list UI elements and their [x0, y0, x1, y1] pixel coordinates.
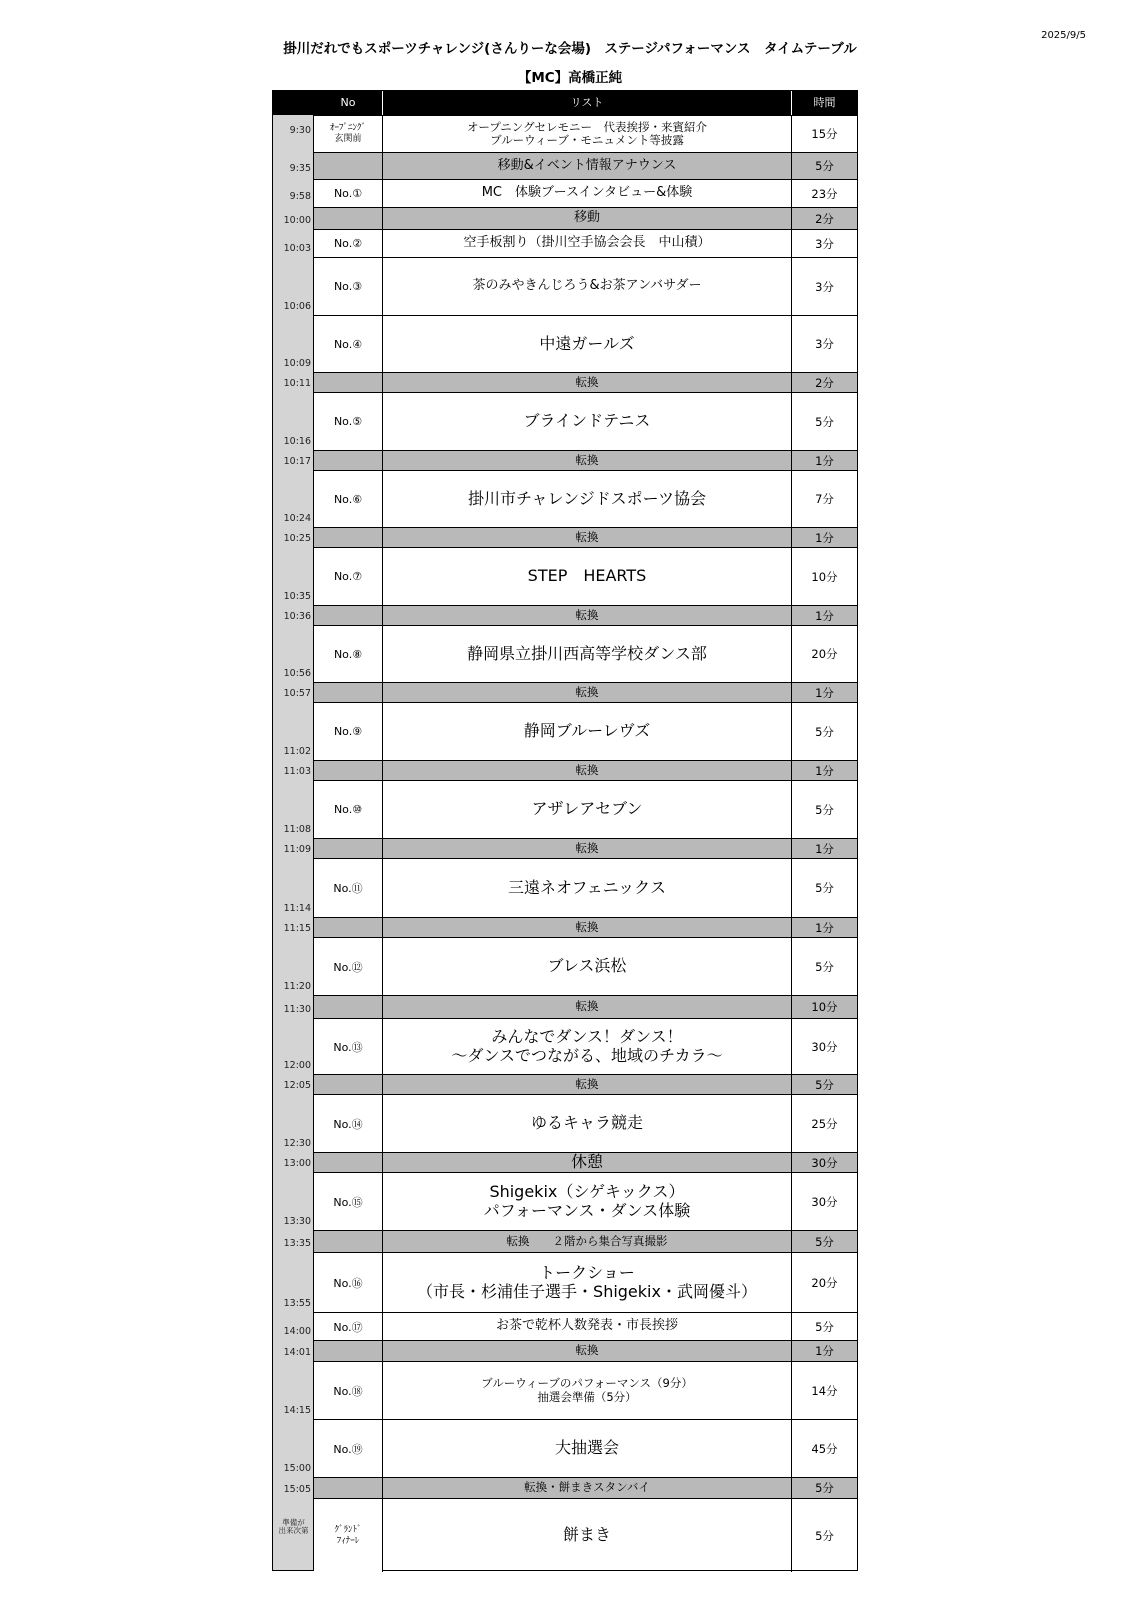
- row-program: お茶で乾杯人数発表・市長挨拶: [383, 1313, 792, 1340]
- table-header: [273, 91, 857, 115]
- row-duration: 5分: [815, 959, 834, 974]
- row-no: [314, 996, 383, 1018]
- time-label: 10:17: [283, 456, 311, 467]
- row-program: 空手板割り（掛川空手協会会長 中山積）: [383, 230, 792, 257]
- row-no: [314, 1231, 383, 1252]
- time-label: 9:30: [289, 125, 311, 136]
- table-row: [314, 1094, 857, 1152]
- time-label: 11:08: [283, 824, 311, 835]
- table-row: [314, 838, 857, 858]
- row-duration: 5分: [815, 1528, 834, 1543]
- mc-name: 【MC】高橋正純: [517, 70, 623, 86]
- time-label: 14:01: [283, 1347, 311, 1358]
- time-label: 10:57: [283, 688, 311, 699]
- time-label: 10:35: [283, 591, 311, 602]
- time-label: 9:35: [289, 163, 311, 174]
- table-row: [314, 547, 857, 605]
- table-row: [314, 1018, 857, 1074]
- row-no: [314, 373, 383, 392]
- row-no: No.②: [314, 230, 383, 257]
- row-program: オープニングセレモニー 代表挨拶・来賓紹介 ブルーウィーブ・モニュメント等披露: [383, 116, 792, 152]
- row-no: No.⑮: [314, 1173, 383, 1230]
- row-no: No.⑩: [314, 781, 383, 838]
- time-label: 11:09: [283, 844, 311, 855]
- row-no: No.④: [314, 316, 383, 372]
- row-no: [314, 153, 383, 179]
- row-program: 休憩: [383, 1153, 792, 1172]
- time-label: 15:05: [283, 1484, 311, 1495]
- row-program: 転換 ２階から集合写真撮影: [383, 1231, 792, 1252]
- table-row: [314, 1152, 857, 1172]
- table-row: [314, 702, 857, 760]
- row-no: [314, 761, 383, 780]
- time-label: 10:09: [283, 358, 311, 369]
- row-no: No.⑰: [314, 1313, 383, 1340]
- row-no: No.⑱: [314, 1362, 383, 1419]
- row-program: 中遠ガールズ: [383, 316, 792, 372]
- row-no: [314, 451, 383, 470]
- row-duration: 20分: [811, 1275, 838, 1290]
- row-program: 転換・餅まきスタンバイ: [383, 1478, 792, 1498]
- row-program: ブルーウィーブのパフォーマンス（9分） 抽選会準備（5分）: [383, 1362, 792, 1419]
- row-duration: 45分: [811, 1441, 838, 1456]
- table-row: [314, 152, 857, 179]
- row-no: [314, 1478, 383, 1498]
- table-row: [314, 760, 857, 780]
- row-no: No.⑨: [314, 703, 383, 760]
- time-label: 13:30: [283, 1216, 311, 1227]
- row-no: No.⑯: [314, 1253, 383, 1312]
- time-label: 13:00: [283, 1158, 311, 1169]
- table-row: [314, 257, 857, 315]
- row-duration: 10分: [811, 569, 838, 584]
- row-program: みんなでダンス！ダンス！ ～ダンスでつながる、地域のチカラ～: [383, 1019, 792, 1074]
- row-no: No.⑧: [314, 626, 383, 682]
- table-row: [314, 1312, 857, 1340]
- header-time: 時間: [813, 96, 836, 109]
- table-row: [314, 470, 857, 527]
- row-duration: 15分: [811, 127, 838, 141]
- time-label: 11:03: [283, 766, 311, 777]
- row-duration: 5分: [815, 1319, 834, 1334]
- row-no: [314, 683, 383, 702]
- row-duration: 5分: [815, 802, 834, 817]
- table-row: [314, 995, 857, 1018]
- row-no: [314, 606, 383, 625]
- row-duration: 5分: [815, 1077, 834, 1092]
- row-no: ｸﾞﾗﾝﾄﾞ ﾌｨﾅｰﾚ: [314, 1499, 383, 1572]
- row-program: 転換: [383, 606, 792, 625]
- row-duration: 3分: [815, 236, 834, 251]
- row-duration: 5分: [815, 159, 834, 173]
- time-label: 11:14: [283, 903, 311, 914]
- row-program: ブラインドテニス: [383, 393, 792, 450]
- row-program: 掛川市チャレンジドスポーツ協会: [383, 471, 792, 527]
- row-program: 餅まき: [383, 1499, 792, 1572]
- row-duration: 1分: [815, 841, 834, 856]
- row-no: [314, 1153, 383, 1172]
- table-row: [314, 1252, 857, 1312]
- row-program: トークショー （市長・杉浦佳子選手・Shigekix・武岡優斗）: [383, 1253, 792, 1312]
- table-row: [314, 372, 857, 392]
- row-no: No.①: [314, 180, 383, 207]
- row-duration: 5分: [815, 1481, 834, 1495]
- table-row: [314, 605, 857, 625]
- table-row: [314, 392, 857, 450]
- page-title: 掛川だれでもスポーツチャレンジ(さんりーな会場) ステージパフォーマンス タイムテーブル: [283, 41, 857, 57]
- row-duration: 23分: [811, 186, 838, 201]
- row-program: 移動: [383, 208, 792, 229]
- row-duration: 2分: [815, 375, 834, 390]
- table-row: [314, 1230, 857, 1252]
- row-no: [314, 918, 383, 937]
- time-label: 11:02: [283, 746, 311, 757]
- row-no: No.⑲: [314, 1420, 383, 1477]
- row-duration: 20分: [811, 647, 838, 661]
- row-program: アザレアセブン: [383, 781, 792, 838]
- table-row: [314, 1340, 857, 1361]
- time-label: 13:55: [283, 1298, 311, 1309]
- row-program: Shigekix（シゲキックス） パフォーマンス・ダンス体験: [383, 1173, 792, 1230]
- header-no: No: [314, 91, 383, 115]
- row-duration: 30分: [811, 1155, 838, 1170]
- row-duration: 30分: [811, 1194, 838, 1209]
- time-label: 10:00: [283, 215, 311, 226]
- row-duration: 5分: [815, 414, 834, 429]
- row-program: 茶のみやきんじろう&お茶アンバサダー: [383, 258, 792, 315]
- row-program: 大抽選会: [383, 1420, 792, 1477]
- row-program: 移動&イベント情報アナウンス: [383, 153, 792, 179]
- row-no: No.③: [314, 258, 383, 315]
- time-note: 準備が 出来次第: [278, 1518, 309, 1536]
- row-duration: 1分: [815, 530, 834, 545]
- time-label: 14:15: [283, 1405, 311, 1416]
- row-duration: 5分: [815, 724, 834, 739]
- row-no: [314, 208, 383, 229]
- row-no: [314, 1341, 383, 1361]
- table-row: [314, 450, 857, 470]
- row-no: No.⑥: [314, 471, 383, 527]
- row-no: [314, 839, 383, 858]
- table-row: [314, 179, 857, 207]
- time-label: 13:35: [283, 1238, 311, 1249]
- time-label: 10:03: [283, 243, 311, 254]
- time-label: 15:00: [283, 1463, 311, 1474]
- row-duration: 1分: [815, 1344, 834, 1358]
- time-label: 11:20: [283, 981, 311, 992]
- row-no: No.⑭: [314, 1095, 383, 1152]
- table-row: [314, 207, 857, 229]
- row-no: No.⑪: [314, 859, 383, 917]
- row-no: No.⑤: [314, 393, 383, 450]
- time-label: 11:30: [283, 1004, 311, 1015]
- row-program: 転換: [383, 373, 792, 392]
- row-program: 転換: [383, 839, 792, 858]
- table-row: [314, 780, 857, 838]
- timetable: [272, 90, 858, 1571]
- table-row: [314, 1498, 857, 1572]
- time-label: 14:00: [283, 1326, 311, 1337]
- row-duration: 25分: [811, 1116, 838, 1131]
- row-duration: 3分: [815, 337, 834, 351]
- time-label: 10:36: [283, 611, 311, 622]
- table-row: [314, 1361, 857, 1419]
- table-row: [314, 1419, 857, 1477]
- table-row: [314, 1172, 857, 1230]
- row-program: 転換: [383, 683, 792, 702]
- row-no: [314, 528, 383, 547]
- row-program: 転換: [383, 1075, 792, 1094]
- row-program: 三遠ネオフェニックス: [383, 859, 792, 917]
- row-no: [314, 1075, 383, 1094]
- row-no: No.⑬: [314, 1019, 383, 1074]
- time-label: 10:06: [283, 301, 311, 312]
- time-label: 10:25: [283, 533, 311, 544]
- row-duration: 5分: [815, 881, 834, 895]
- row-duration: 7分: [815, 492, 834, 506]
- row-program: 静岡県立掛川西高等学校ダンス部: [383, 626, 792, 682]
- row-program: ゆるキャラ競走: [383, 1095, 792, 1152]
- time-column: [273, 91, 314, 1570]
- row-duration: 30分: [811, 1039, 838, 1054]
- row-program: 転換: [383, 761, 792, 780]
- table-row: [314, 315, 857, 372]
- time-label: 12:00: [283, 1060, 311, 1071]
- row-duration: 10分: [811, 1000, 838, 1014]
- row-program: 転換: [383, 451, 792, 470]
- table-row: [314, 229, 857, 257]
- time-label: 10:24: [283, 513, 311, 524]
- row-program: 転換: [383, 1341, 792, 1361]
- row-duration: 1分: [815, 608, 834, 623]
- table-row: [314, 527, 857, 547]
- row-duration: 2分: [815, 211, 834, 226]
- row-program: ブレス浜松: [383, 938, 792, 995]
- time-label: 10:11: [283, 378, 311, 389]
- time-label: 11:15: [283, 923, 311, 934]
- table-row: [314, 1074, 857, 1094]
- time-label: 12:05: [283, 1080, 311, 1091]
- row-duration: 1分: [815, 763, 834, 778]
- row-duration: 3分: [815, 279, 834, 294]
- row-program: 転換: [383, 918, 792, 937]
- row-duration: 5分: [815, 1234, 834, 1249]
- row-program: 転換: [383, 528, 792, 547]
- row-duration: 1分: [815, 920, 834, 935]
- table-row: [314, 625, 857, 682]
- table-row: [314, 858, 857, 917]
- time-label: 12:30: [283, 1138, 311, 1149]
- table-row: [314, 937, 857, 995]
- row-duration: 1分: [815, 685, 834, 700]
- row-program: MC 体験ブースインタビュー&体験: [383, 180, 792, 207]
- header-list: リスト: [383, 91, 792, 115]
- table-row: [314, 1477, 857, 1498]
- document-date: 2025/9/5: [1041, 30, 1086, 41]
- table-row: [314, 115, 857, 152]
- row-program: 転換: [383, 996, 792, 1018]
- time-label: 10:56: [283, 668, 311, 679]
- table-row: [314, 917, 857, 937]
- time-label: 9:58: [289, 191, 311, 202]
- row-no: No.⑫: [314, 938, 383, 995]
- row-no: ｵｰﾌﾟﾆﾝｸﾞ 玄関前: [314, 116, 383, 152]
- time-label: 10:16: [283, 436, 311, 447]
- row-program: STEP HEARTS: [383, 548, 792, 605]
- row-duration: 14分: [811, 1383, 838, 1398]
- row-duration: 1分: [815, 453, 834, 468]
- row-program: 静岡ブルーレヴズ: [383, 703, 792, 760]
- row-no: No.⑦: [314, 548, 383, 605]
- table-row: [314, 682, 857, 702]
